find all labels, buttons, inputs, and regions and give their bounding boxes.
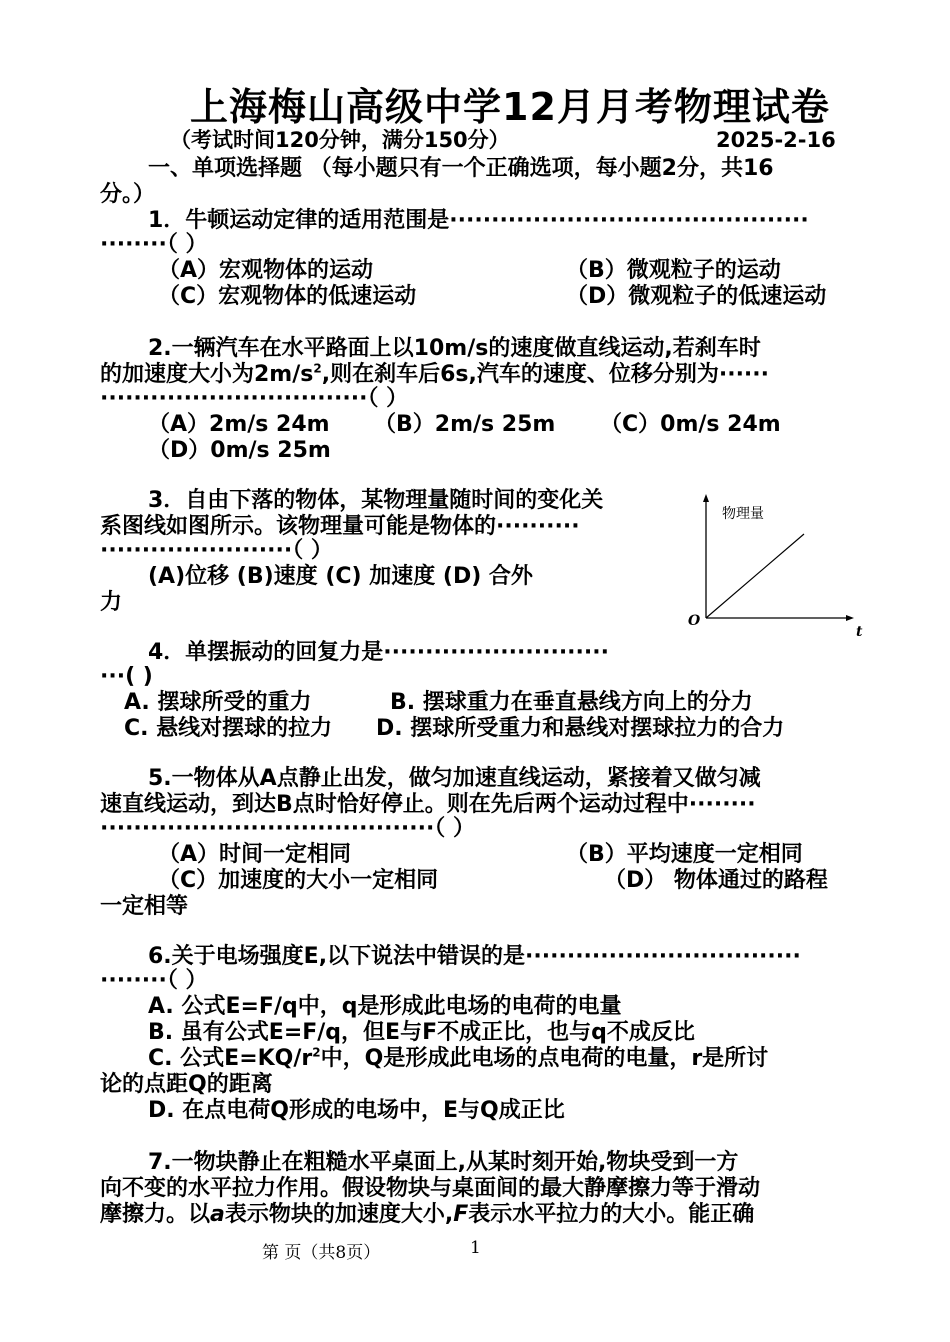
q3-graph bbox=[680, 490, 880, 650]
q4-option-c: C. 悬线对摆球的拉力 bbox=[124, 716, 333, 741]
section-heading: 一、单项选择题 （每小题只有一个正确选项，每小题2分，共16 bbox=[148, 156, 774, 181]
page-number: 1 bbox=[470, 1238, 481, 1258]
q2-option-a: （A）2m/s 24m bbox=[148, 412, 330, 437]
q2-option-b: （B）2m/s 25m bbox=[374, 412, 556, 437]
graph-x-label: t bbox=[856, 624, 863, 640]
q6-option-c-cont: 论的点距Q的距离 bbox=[100, 1072, 273, 1097]
q4-option-b: B. 摆球重力在垂直悬线方向上的分力 bbox=[390, 690, 753, 715]
graph-y-arrow bbox=[703, 494, 709, 502]
q6-answer-blank: ········（ ） bbox=[100, 968, 208, 993]
q5-answer-blank: ········································（ ） bbox=[100, 816, 475, 841]
q6-option-b: B. 虽有公式E=F/q，但E与F不成正比，也与q不成反比 bbox=[148, 1020, 695, 1045]
exam-info: （考试时间120分钟，满分150分） bbox=[170, 128, 510, 152]
q4-option-a: A. 摆球所受的重力 bbox=[124, 690, 312, 715]
q5-option-d: （D） 物体通过的路程 bbox=[604, 868, 828, 893]
graph-x-arrow bbox=[846, 615, 854, 621]
graph-line bbox=[706, 534, 804, 618]
q6-option-a: A. 公式E=F/q中，q是形成此电场的电荷的电量 bbox=[148, 994, 622, 1019]
q3-answer-blank: ·······················（ ） bbox=[100, 538, 333, 563]
q1-option-a: （A）宏观物体的运动 bbox=[158, 258, 374, 283]
q5-option-a: （A）时间一定相同 bbox=[158, 842, 352, 867]
q7-stem-cont: 向不变的水平拉力作用。假设物块与桌面间的最大静摩擦力等于滑动 bbox=[100, 1176, 761, 1201]
q4-stem: 4．单摆振动的回复力是··························· bbox=[148, 640, 609, 665]
q7-stem-cont-2: 摩擦力。以a表示物块的加速度大小,F表示水平拉力的大小。能正确 bbox=[100, 1202, 755, 1227]
q1-stem: 1．牛顿运动定律的适用范围是··········································· bbox=[148, 208, 809, 233]
q3-stem: 3．自由下落的物体，某物理量随时间的变化关 bbox=[148, 488, 604, 513]
q6-option-c: C. 公式$E=KQ/r^2$中，Q是形成此电场的点电荷的电量，r是所讨 bbox=[148, 1045, 769, 1071]
q4-option-d: D. 摆球所受重力和悬线对摆球拉力的合力 bbox=[376, 716, 785, 741]
q5-option-c: （C）加速度的大小一定相同 bbox=[158, 868, 439, 893]
exam-title: 上海梅山高级中学12月月考物理试卷 bbox=[190, 85, 830, 129]
q2-stem-cont: 的加速度大小为$2m/s^2$,则在刹车后6s,汽车的速度、位移分别为······ bbox=[100, 361, 769, 387]
q5-option-d-cont: 一定相等 bbox=[100, 894, 189, 919]
q5-option-b: （B）平均速度一定相同 bbox=[566, 842, 803, 867]
q7-stem: 7.一物块静止在粗糙水平桌面上,从某时刻开始,物块受到一方 bbox=[148, 1150, 739, 1175]
q1-option-c: （C）宏观物体的低速运动 bbox=[158, 284, 417, 309]
q2-stem: 2.一辆汽车在水平路面上以10m/s的速度做直线运动,若刹车时 bbox=[148, 336, 761, 361]
q6-option-d: D. 在点电荷Q形成的电场中，E与Q成正比 bbox=[148, 1098, 565, 1123]
q2-option-d: （D）0m/s 25m bbox=[148, 438, 331, 463]
graph-y-label: 物理量 bbox=[722, 506, 764, 522]
q3-options: (A)位移 (B)速度 (C) 加速度 (D) 合外 bbox=[148, 564, 533, 589]
q1-option-b: （B）微观粒子的运动 bbox=[566, 258, 781, 283]
q3-options-cont: 力 bbox=[100, 590, 123, 615]
exam-date: 2025-2-16 bbox=[716, 128, 836, 152]
q5-stem: 5.一物体从A点静止出发，做匀加速直线运动，紧接着又做匀减 bbox=[148, 766, 761, 791]
q1-answer-blank: ········（ ） bbox=[100, 232, 208, 257]
graph-origin-label: O bbox=[688, 613, 701, 629]
q1-option-d: （D）微观粒子的低速运动 bbox=[566, 284, 827, 309]
section-heading-cont: 分。） bbox=[100, 182, 156, 207]
q4-answer-blank: ···( ) bbox=[100, 664, 153, 689]
q6-stem: 6.关于电场强度E,以下说法中错误的是································· bbox=[148, 944, 801, 969]
q5-stem-cont: 速直线运动，到达B点时恰好停止。则在先后两个运动过程中········ bbox=[100, 792, 756, 817]
q2-option-c: （C）0m/s 24m bbox=[600, 412, 781, 437]
q3-stem-cont: 系图线如图所示。该物理量可能是物体的·········· bbox=[100, 514, 580, 539]
q2-answer-blank: ································（ ） bbox=[100, 386, 409, 411]
page-label: 第 页（共8页） bbox=[262, 1243, 381, 1263]
